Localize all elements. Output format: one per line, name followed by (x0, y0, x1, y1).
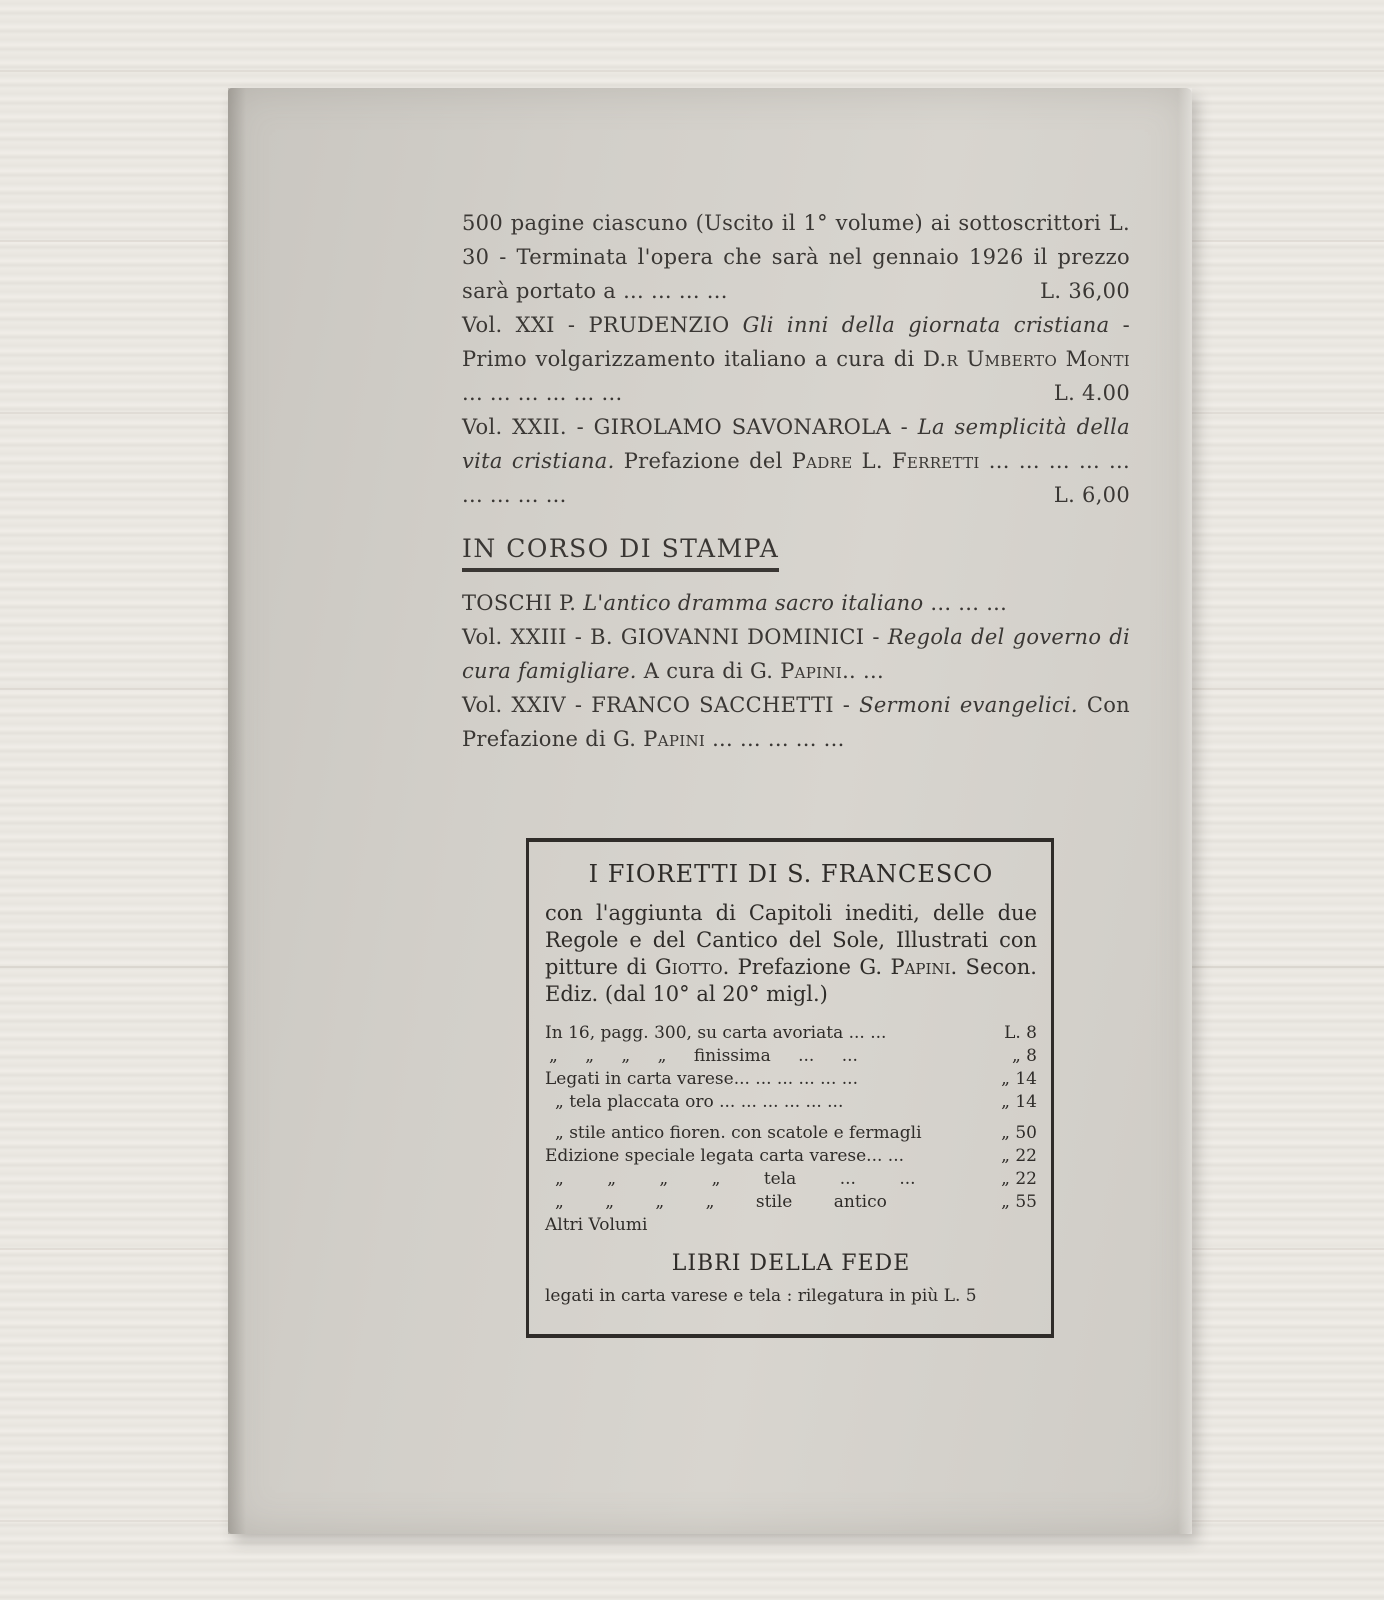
entry-volume: Vol. XXIV - FRANCO SACCHETTI - (462, 693, 860, 717)
price-value: „ 22 (1001, 1146, 1037, 1166)
entry-text: 500 pagine ciascuno (Uscito il 1° volume) ai sottoscrittori L. 30 - Terminata l'opera che sarà nel gennaio 1926 il prezzo sarà portato a ... ... ... ... (462, 211, 1130, 303)
price-label: „ „ „ „ stile antico (555, 1192, 887, 1212)
entry-volume: Vol. XXII. - GIROLAMO SAVONAROLA - (462, 415, 918, 439)
price-label: Legati in carta varese... ... ... ... ... ... (545, 1069, 858, 1089)
entry-title: Sermoni evangelici. (859, 693, 1078, 717)
price-row (545, 1045, 1037, 1068)
price-label: „ „ „ „ finissima ... ... (549, 1046, 858, 1066)
entry-leader: .. ... (842, 659, 884, 683)
entry-editor: G. Papini (749, 659, 843, 683)
price-row (545, 1214, 1037, 1237)
forthcoming-1 (462, 586, 1130, 620)
advert-artist: Giotto (655, 955, 723, 979)
entry-editor: G. Papini (612, 727, 706, 751)
entry-desc: Con Prefazione di (462, 693, 1130, 751)
entry-desc: - Primo volgarizzamento italiano a cura di (462, 313, 1130, 371)
entry-price: L. 6,00 (1053, 483, 1130, 507)
price-label: „ stile antico fioren. con scatole e fermagli (555, 1123, 922, 1143)
advert-edition: . Secon. Ediz. (dal 10° al 20° migl.) (545, 955, 1037, 1006)
forthcoming-3 (462, 688, 1130, 756)
price-value: „ 14 (1001, 1069, 1037, 1089)
entry-price: L. 36,00 (1040, 279, 1130, 303)
price-row (545, 1022, 1037, 1045)
price-value: „ 14 (1001, 1092, 1037, 1112)
entry-title: L'antico dramma sacro italiano (583, 591, 924, 615)
entry-price: L. 4.00 (1053, 381, 1130, 405)
entry-leader: ... ... ... ... ... (705, 727, 845, 751)
advert-desc-text: . Prefazione (722, 955, 860, 979)
series-title: LIBRI DELLA FEDE (671, 1251, 911, 1276)
price-row (545, 1168, 1037, 1191)
entry-leader: ... ... ... (923, 591, 1008, 615)
entry-desc: A cura di (636, 659, 750, 683)
price-value: „ 55 (1001, 1192, 1037, 1212)
advert-title: I FIORETTI DI S. FRANCESCO (588, 860, 994, 888)
entry-1 (462, 206, 1130, 308)
entry-editor: Padre L. Ferretti (791, 449, 980, 473)
price-row (545, 1145, 1037, 1168)
catalog-text (462, 206, 1130, 756)
advert-editor: G. Papini (859, 955, 951, 979)
price-label: Altri Volumi (545, 1215, 648, 1235)
price-row (545, 1091, 1037, 1114)
advert-desc-text: con l'aggiunta di Capitoli inediti, delle due Regole e del Cantico del Sole, Illustrati con pitture di (545, 901, 1037, 979)
entry-volume: Vol. XXI - PRUDENZIO (462, 313, 730, 337)
price-label: „ „ „ „ tela ... ... (555, 1169, 916, 1189)
entry-title: Regola del governo di cura famigliare. (462, 625, 1131, 683)
price-label: „ tela placcata oro ... ... ... ... ... ... (555, 1092, 844, 1112)
series-note: legati in carta varese e tela : rilegatura in più L. 5 (545, 1286, 977, 1306)
price-value: L. 8 (1004, 1023, 1037, 1043)
price-row (545, 1068, 1037, 1091)
price-value: „ 22 (1001, 1169, 1037, 1189)
price-label: Edizione speciale legata carta varese... ... (545, 1146, 905, 1166)
entry-leader: ... ... ... ... ... ... (462, 381, 623, 405)
entry-3 (462, 410, 1130, 512)
price-list (545, 1022, 1037, 1237)
entry-title: Gli inni della giornata cristiana (742, 313, 1110, 337)
forthcoming-2 (462, 620, 1130, 688)
section-title: IN CORSO DI STAMPA (462, 532, 779, 572)
price-row (545, 1191, 1037, 1214)
advert-box (526, 838, 1054, 1338)
entry-2 (462, 308, 1130, 410)
entry-title: La semplicità della vita cristiana. (462, 415, 1130, 473)
entry-volume: Vol. XXIII - B. GIOVANNI DOMINICI - (462, 625, 888, 649)
entry-leader: ... ... ... ... ... ... ... ... ... (462, 449, 1130, 507)
entry-editor: D.r Umberto Monti (923, 347, 1130, 371)
entry-desc: Prefazione del (614, 449, 792, 473)
entry-volume: TOSCHI P. (462, 591, 584, 615)
price-value: „ 50 (1001, 1123, 1037, 1143)
price-row (545, 1122, 1037, 1145)
price-value: „ 8 (1011, 1046, 1037, 1066)
advert-description (545, 900, 1037, 1008)
price-label: In 16, pagg. 300, su carta avoriata ... ... (545, 1023, 887, 1043)
